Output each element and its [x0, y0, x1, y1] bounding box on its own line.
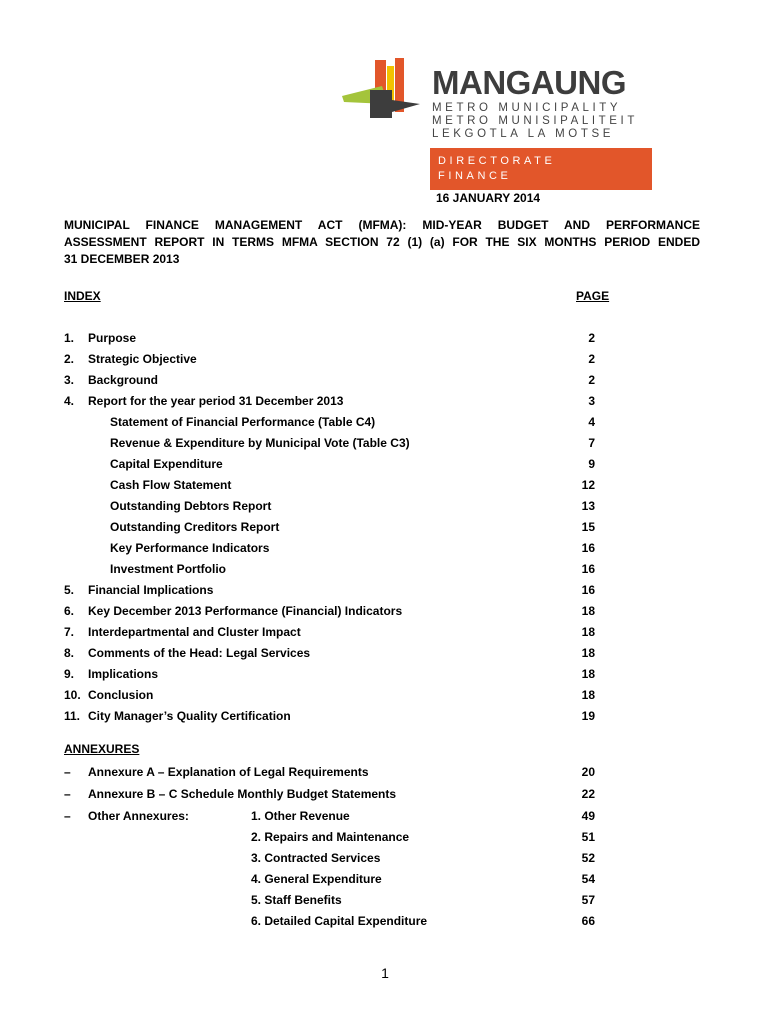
- index-row-page: 18: [581, 667, 595, 681]
- annexure-row: [64, 829, 613, 846]
- index-row-number: 3.: [64, 373, 75, 387]
- annexure-dash: –: [64, 809, 71, 823]
- index-row-page: 2: [588, 352, 595, 366]
- annexure-row: [64, 786, 613, 803]
- index-row: [64, 645, 613, 662]
- index-row-text: Interdepartmental and Cluster Impact: [88, 625, 301, 639]
- index-row: [64, 330, 613, 347]
- annexure-page: 20: [581, 765, 595, 779]
- index-row-number: 8.: [64, 646, 75, 660]
- index-row-number: 11.: [64, 709, 81, 723]
- logo-line-1: METRO MUNICIPALITY: [432, 102, 622, 114]
- report-date: 16 JANUARY 2014: [436, 191, 541, 205]
- index-row-page: 3: [588, 394, 595, 408]
- index-row-page: 18: [581, 604, 595, 618]
- annexure-text: Annexure A – Explanation of Legal Requirements: [88, 765, 369, 779]
- index-row: [64, 666, 613, 683]
- index-row-text: Report for the year period 31 December 2013: [88, 394, 344, 408]
- index-row-page: 16: [581, 562, 595, 576]
- index-row-page: 2: [588, 331, 595, 345]
- logo-line-2: METRO MUNISIPALITEIT: [432, 115, 638, 127]
- index-row: [64, 477, 613, 494]
- annexure-sub-item: 3. Contracted Services: [251, 851, 381, 865]
- index-row: [64, 687, 613, 704]
- annexure-sub-item: 1. Other Revenue: [251, 809, 350, 823]
- index-row: [64, 498, 613, 515]
- index-row-number: 4.: [64, 394, 75, 408]
- index-row-page: 7: [588, 436, 595, 450]
- annexure-row: [64, 808, 613, 825]
- index-row-text: Comments of the Head: Legal Services: [88, 646, 311, 660]
- index-row-page: 18: [581, 688, 595, 702]
- annexure-dash: –: [64, 765, 71, 779]
- index-row-text: Background: [88, 373, 159, 387]
- index-row-page: 16: [581, 583, 595, 597]
- annexure-row: [64, 892, 613, 909]
- index-row-page: 2: [588, 373, 595, 387]
- annexure-page: 51: [581, 830, 595, 844]
- index-row-number: 9.: [64, 667, 75, 681]
- index-row-number: 5.: [64, 583, 75, 597]
- annexure-page: 54: [581, 872, 595, 886]
- directorate-line-1: DIRECTORATE: [438, 155, 556, 167]
- annexure-page: 49: [581, 809, 595, 823]
- index-row-page: 16: [581, 541, 595, 555]
- index-row: [64, 708, 613, 725]
- index-row-page: 13: [581, 499, 595, 513]
- annexure-sub-item: 5. Staff Benefits: [251, 893, 342, 907]
- index-row-text: Purpose: [88, 331, 137, 345]
- index-row-number: 1.: [64, 331, 75, 345]
- annexures-header: ANNEXURES: [64, 742, 140, 756]
- page-header: PAGE: [576, 289, 610, 303]
- index-row-number: 7.: [64, 625, 75, 639]
- annexure-text: Annexure B – C Schedule Monthly Budget Statements: [88, 787, 397, 801]
- index-row: [64, 540, 613, 557]
- index-row: [64, 456, 613, 473]
- index-row: [64, 624, 613, 641]
- annexure-row: [64, 913, 613, 930]
- index-row-text: Financial Implications: [88, 583, 214, 597]
- index-row: [64, 393, 613, 410]
- index-row: [64, 435, 613, 452]
- annexure-row: [64, 764, 613, 781]
- index-row: [64, 414, 613, 431]
- logo-name: MANGAUNG: [432, 64, 626, 101]
- index-row-page: 18: [581, 625, 595, 639]
- index-row: [64, 603, 613, 620]
- index-row-page: 4: [588, 415, 595, 429]
- index-row-text: Revenue & Expenditure by Municipal Vote (Table C3): [110, 436, 410, 450]
- title-line-2: ASSESSMENT REPORT IN TERMS MFMA SECTION 72 (1) (a) FOR THE SIX MONTHS PERIOD ENDED: [64, 235, 700, 249]
- index-row-text: Investment Portfolio: [110, 562, 227, 576]
- directorate-line-2: FINANCE: [438, 170, 512, 182]
- index-row: [64, 519, 613, 536]
- index-row-page: 18: [581, 646, 595, 660]
- annexure-page: 57: [581, 893, 595, 907]
- annexure-page: 66: [581, 914, 595, 928]
- index-row: [64, 582, 613, 599]
- index-row-text: Strategic Objective: [88, 352, 197, 366]
- index-row-text: Capital Expenditure: [110, 457, 223, 471]
- annexure-row: [64, 871, 613, 888]
- index-row: [64, 351, 613, 368]
- annexure-page: 22: [581, 787, 595, 801]
- title-line-3: 31 DECEMBER 2013: [64, 252, 180, 266]
- index-row-text: Cash Flow Statement: [110, 478, 232, 492]
- annexure-text: Other Annexures:: [88, 809, 189, 823]
- annexure-sub-item: 6. Detailed Capital Expenditure: [251, 914, 428, 928]
- index-row-text: Outstanding Creditors Report: [110, 520, 280, 534]
- index-row-page: 19: [581, 709, 595, 723]
- annexure-page: 52: [581, 851, 595, 865]
- title-line-1: MUNICIPAL FINANCE MANAGEMENT ACT (MFMA): MID-YEAR BUDGET AND PERFORMANCE: [64, 218, 700, 232]
- index-row-page: 9: [588, 457, 595, 471]
- annexure-dash: –: [64, 787, 71, 801]
- index-row-text: Outstanding Debtors Report: [110, 499, 272, 513]
- annexure-sub-item: 4. General Expenditure: [251, 872, 382, 886]
- index-row-text: Conclusion: [88, 688, 154, 702]
- logo-line-3: LEKGOTLA LA MOTSE: [432, 128, 614, 140]
- index-row-number: 2.: [64, 352, 75, 366]
- index-row-text: Key Performance Indicators: [110, 541, 270, 555]
- index-row-number: 6.: [64, 604, 75, 618]
- logo-mark-icon: [342, 56, 432, 122]
- index-header: INDEX: [64, 289, 101, 303]
- index-row-text: Statement of Financial Performance (Table C4): [110, 415, 376, 429]
- index-row: [64, 561, 613, 578]
- index-row-page: 15: [581, 520, 595, 534]
- index-row-text: Key December 2013 Performance (Financial) Indicators: [88, 604, 403, 618]
- index-row-number: 10.: [64, 688, 81, 702]
- index-row-text: City Manager’s Quality Certification: [88, 709, 291, 723]
- index-row: [64, 372, 613, 389]
- annexure-row: [64, 850, 613, 867]
- index-row-text: Implications: [88, 667, 159, 681]
- annexure-sub-item: 2. Repairs and Maintenance: [251, 830, 410, 844]
- page-number: 1: [381, 965, 389, 981]
- index-row-page: 12: [581, 478, 595, 492]
